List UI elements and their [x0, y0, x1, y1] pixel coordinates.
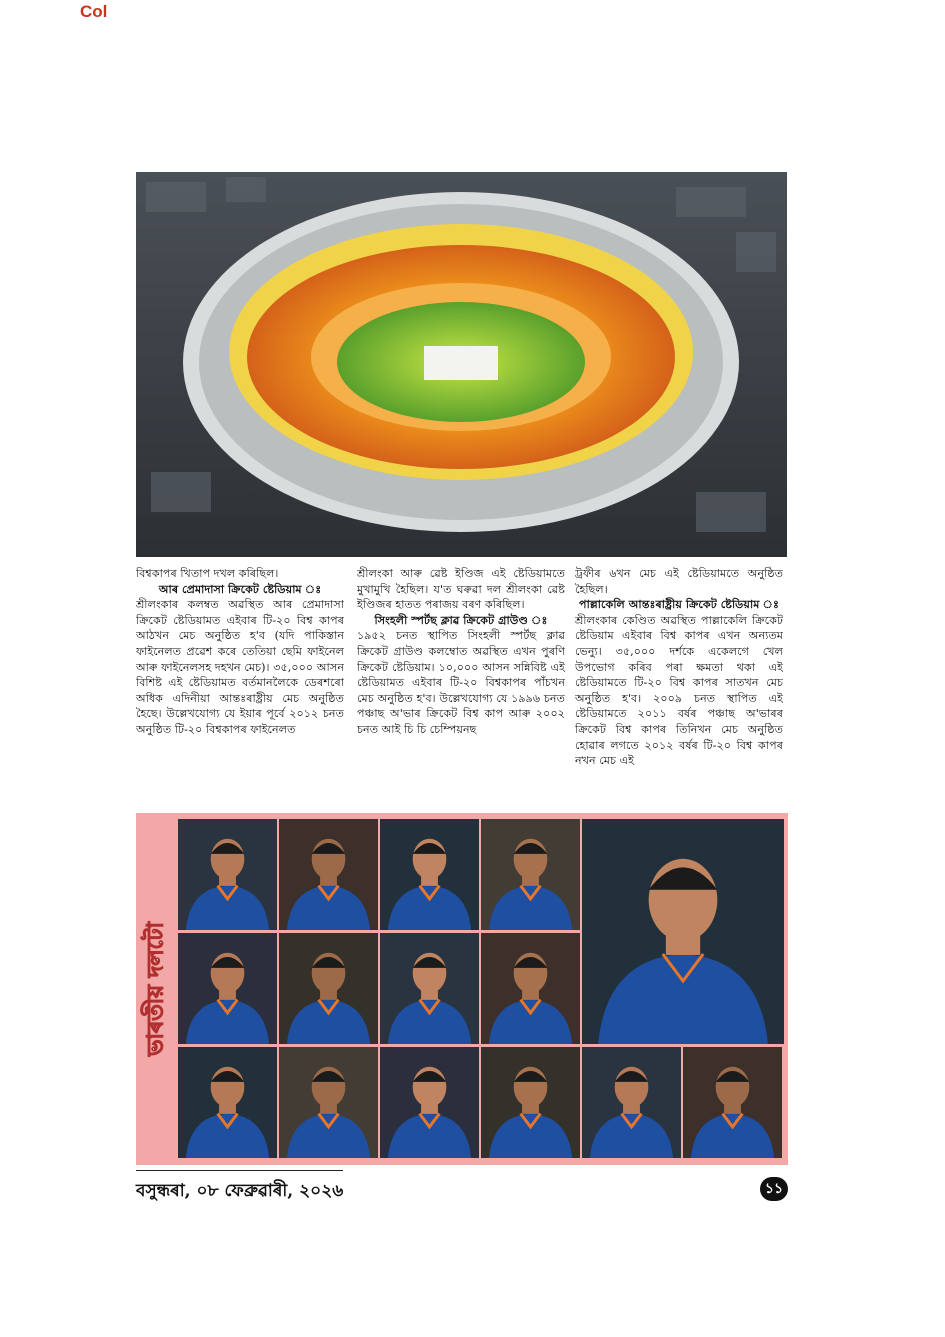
player-photo: [380, 819, 479, 930]
player-photo: [481, 933, 580, 1044]
paragraph: শ্ৰীলংকাৰ কেণ্ডিত অৱস্থিত পাল্লাকেলি ক্ৰিকেট ষ্টেডিয়াম এইবাৰ বিশ্ব কাপৰ এখন অন্যতম ভেন্যু। ৩৫,০০০ দৰ্শকে একেলগে খেল উপভোগ কৰিব পৰা ক্ষমতা থকা এই ষ্টেডিয়ামতে টি-২০ বিশ্ব কাপৰ সাতখন মেচ অনুষ্ঠিত হ'ব। ২০০৯ চনত স্থাপিত এই ষ্টেডিয়ামতে ২০১১ বৰ্ষৰ পঞ্চাছ অ'ভাৰৰ ক্ৰিকেট বিশ্ব কাপৰ তিনিখন মেচ অনুষ্ঠিত হোৱাৰ লগতে ২০১২ বৰ্ষৰ টি-২০ বিশ্ব কাপৰ নখন মেচ এই: [575, 613, 783, 768]
paragraph: ট্ৰফীৰ ৬খন মেচ এই ষ্টেডিয়ামতে অনুষ্ঠিত হৈছিল।: [575, 567, 783, 596]
issue-date: ০৮ ফেব্ৰুৱাৰী, ২০২৬: [196, 1181, 344, 1201]
footer-rule: [136, 1170, 343, 1171]
player-photo: [481, 819, 580, 930]
paragraph: বিশ্বকাপৰ খিতাপ দখল কৰিছিল।: [136, 567, 279, 580]
player-photo: [178, 1047, 277, 1158]
article-column-1: [136, 566, 344, 804]
section-heading: আৰ প্ৰেমাদাসা ক্ৰিকেট ষ্টেডিয়াম ঃ: [158, 581, 322, 596]
player-photo: [178, 819, 277, 930]
player-photo: [380, 933, 479, 1044]
paragraph: ১৯৫২ চনত স্থাপিত সিংহলী স্পৰ্টছ ক্লাৱ ক্ৰিকেট গ্ৰাউণ্ড কলম্বোত অৱস্থিত এখন পুৰণি ক্ৰিকেট ষ্টেডিয়াম। ১০,০০০ আসন সন্নিবিষ্ট এই ষ্টেডিয়ামত এইবাৰ টি-২০ বিশ্বকাপৰ পাঁচখন মেচ অনুষ্ঠিত হ'ব। উল্লেখযোগ্য যে ১৯৯৬ চনত পঞ্চাছ অ'ভাৰ ক্ৰিকেট বিশ্ব কাপ আৰু ২০০২ চনত আই চি চি চেম্পিয়নছ: [357, 629, 565, 736]
captain-photo: [582, 819, 784, 1044]
team-label-text: ভাৰতীয় দলটো: [142, 922, 169, 1056]
corner-label: Col: [80, 2, 108, 21]
page-number: ১১: [760, 1177, 788, 1201]
player-photo: [582, 1047, 681, 1158]
player-photo: [380, 1047, 479, 1158]
player-photo: [279, 1047, 378, 1158]
player-photo: [683, 1047, 782, 1158]
player-photo: [279, 819, 378, 930]
player-photo: [178, 933, 277, 1044]
section-heading: সিংহলী স্পৰ্টছ ক্লাৱ ক্ৰিকেট গ্ৰাউণ্ড ঃ: [374, 612, 548, 627]
paragraph: শ্ৰীলংকাৰ কলম্বত অৱস্থিত আৰ প্ৰেমাদাসা ক্ৰিকেট ষ্টেডিয়ামত এইবাৰ টি-২০ বিশ্ব কাপৰ আঠখন মেচ অনুষ্ঠিত হ'ব (যদি পাকিস্তান ফাইনেলত প্ৰৱেশ কৰে তেতিয়া ছেমি ফাইনেল আৰু ফাইনেলসহ দহখন মেচ)। ৩৫,০০০ আসন বিশিষ্ট এই ষ্টেডিয়ামত বৰ্তমানলৈকে ডেৰশৰো অধিক এদিনীয়া আন্তঃৰাষ্ট্ৰীয় মেচ অনুষ্ঠিত হৈছে। উল্লেখযোগ্য যে ইয়াৰ পূৰ্বে ২০১২ চনত অনুষ্ঠিত টি-২০ বিশ্বকাপৰ ফাইনেলত: [136, 598, 344, 736]
paragraph: শ্ৰীলংকা আৰু ৱেষ্ট ইণ্ডিজ এই ষ্টেডিয়ামতে মুখামুখি হৈছিল। য'ত ঘৰুৱা দল শ্ৰীলংকা ৱেষ্ট ইণ্ডিজৰ হাতত পৰাজয় বৰণ কৰিছিল।: [357, 567, 565, 612]
stadium-photo: [136, 172, 787, 557]
publication-name: বসুন্ধৰা,: [136, 1181, 191, 1201]
stadium-illustration: [136, 172, 787, 557]
article-columns: [136, 566, 787, 806]
player-photo: [481, 1047, 580, 1158]
article-column-3: [575, 566, 783, 804]
player-photo: [279, 933, 378, 1044]
section-heading: পাল্লাকেলি আন্তঃৰাষ্ট্ৰীয় ক্ৰিকেট ষ্টেডিয়াম ঃ: [578, 597, 779, 612]
article-column-2: [357, 566, 565, 804]
team-collage: [136, 813, 788, 1165]
team-label: [136, 813, 178, 1165]
footer: [136, 1178, 343, 1206]
player-grid: [178, 819, 782, 1159]
